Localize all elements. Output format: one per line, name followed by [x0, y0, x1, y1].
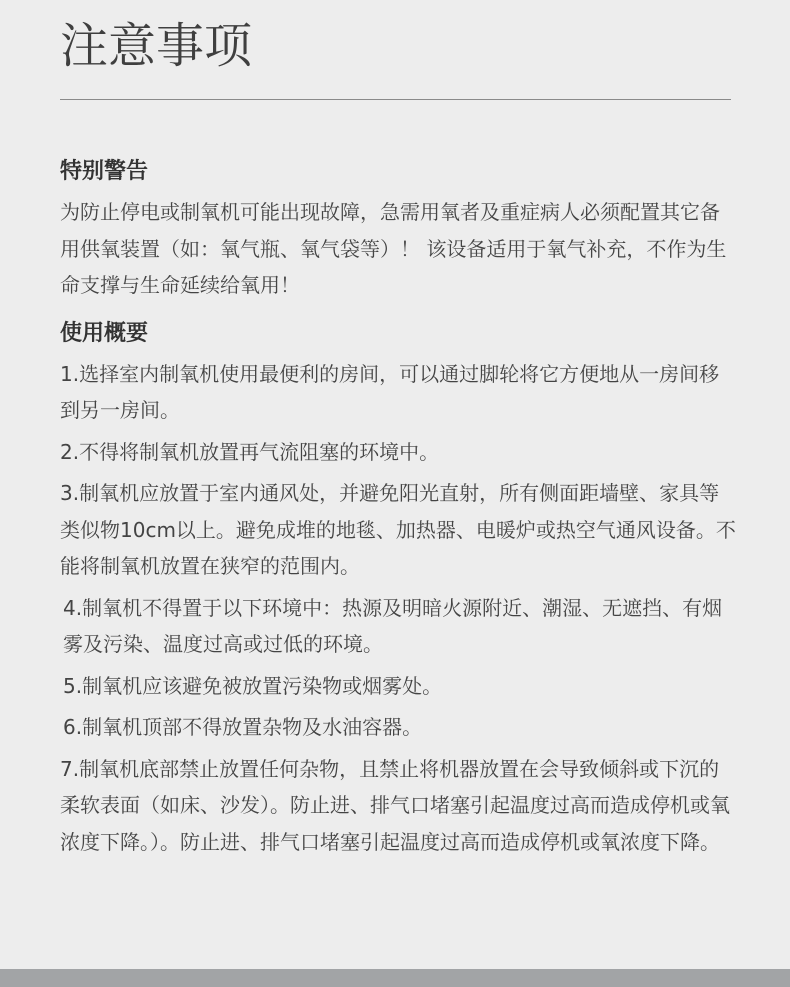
- footer-bar: [0, 969, 790, 987]
- title-divider: [60, 99, 731, 100]
- usage-item-3: 3.制氧机应放置于室内通风处，并避免阳光直射，所有侧面距墙壁、家具等类似物10cm以上。避免成堆的地毯、加热器、电暖炉或热空气通风设备。不能将制氧机放置在狭窄的范围内。: [60, 481, 736, 578]
- usage-item-6: 6.制氧机顶部不得放置杂物及水油容器。: [63, 715, 423, 739]
- usage-item-1: 1.选择室内制氧机使用最便利的房间，可以通过脚轮将它方便地从一房间移到另一房间。: [60, 361, 720, 422]
- notice-content: [60, 150, 736, 865]
- usage-item-4: 4.制氧机不得置于以下环境中：热源及明暗火源附近、潮湿、无遮挡、有烟雾及污染、温度过高或过低的环境。: [63, 595, 723, 656]
- usage-item-5: 5.制氧机应该避免被放置污染物或烟雾处。: [63, 673, 443, 698]
- usage-item-7: 7.制氧机底部禁止放置任何杂物，且禁止将机器放置在会导致倾斜或下沉的柔软表面（如床、沙发）。防止进、排气口堵塞引起温度过高而造成停机或氧浓度下降。）。防止进、排气口堵塞引起温度过高而造成停机或氧浓度下降。: [60, 756, 730, 854]
- page-title: 注意事项: [60, 18, 253, 74]
- warning-text: 为防止停电或制氧机可能出现故障，急需用氧者及重症病人必须配置其它备用供氧装置（如：氧气瓶、氧气袋等）！ 该设备适用于氧气补充，不作为生命支撑与生命延续给氧用！: [60, 200, 727, 297]
- usage-section: [60, 312, 736, 861]
- usage-heading: 使用概要: [60, 320, 149, 346]
- warning-section: [60, 150, 736, 304]
- usage-item-2: 2.不得将制氧机放置再气流阻塞的环境中。: [60, 439, 440, 464]
- warning-heading: 特别警告: [60, 159, 149, 184]
